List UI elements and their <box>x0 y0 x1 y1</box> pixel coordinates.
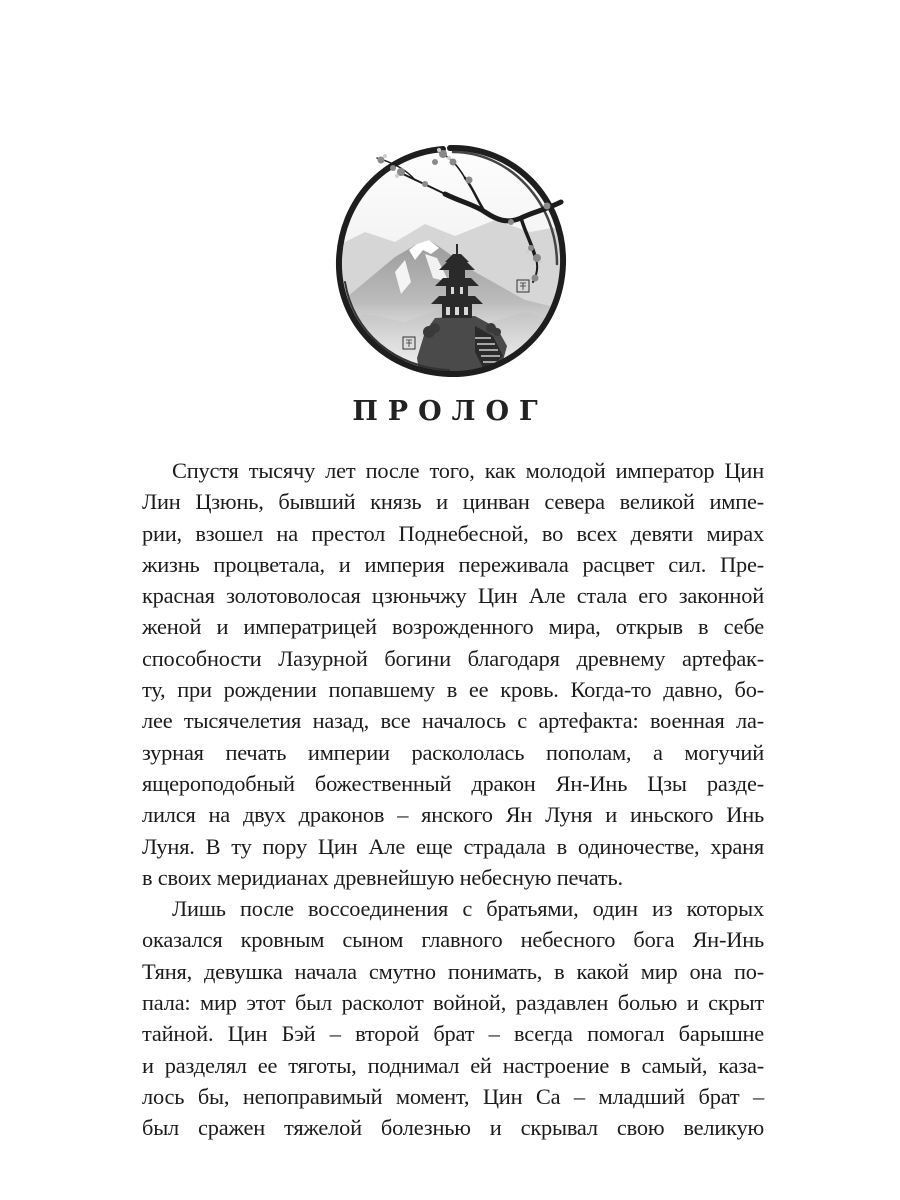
text-line: оказался кровным сыном главного небесного бога Ян-Инь <box>142 927 764 953</box>
text-line: красная золотоволосая цзюньчжу Цин Але стала его законной <box>142 583 764 609</box>
text-line: женой и императрицей возрожденного мира, открыв в себе <box>142 614 764 640</box>
text-line: Лишь после воссоединения с братьями, один из которых <box>172 896 764 922</box>
text-line: ящероподобный божественный дракон Ян-Инь Цзы разде- <box>142 770 764 796</box>
text-line: и разделял ее тяготы, поднимал ей настроение в самый, каза- <box>142 1052 764 1078</box>
text-line: лился на двух драконов – янского Ян Луня и иньского Инь <box>142 802 764 828</box>
prologue-text <box>142 455 764 1144</box>
text-line: лось бы, непоправимый момент, Цин Са – младший брат – <box>142 1083 764 1109</box>
text-line: рии, взошел на престол Поднебесной, во всех девяти мирах <box>142 520 764 546</box>
pagoda-mountain-sakura-ink-icon <box>325 132 575 384</box>
text-line: способности Лазурной богини благодаря древнему артефак- <box>142 645 764 671</box>
text-line: Луня. В ту пору Цин Але еще страдала в одиночестве, храня <box>142 833 764 859</box>
text-line: Лин Цзюнь, бывший князь и цинван севера великой импе- <box>142 489 764 515</box>
text-line: Тяня, девушка начала смутно понимать, в какой мир она по- <box>142 958 764 984</box>
text-line: пала: мир этот был расколот войной, раздавлен болью и скрыт <box>142 990 764 1016</box>
text-line: был сражен тяжелой болезнью и скрывал свою великую <box>142 1115 764 1141</box>
text-line: ту, при рождении попавшему в ее кровь. Когда-то давно, бо- <box>142 677 764 703</box>
text-line: тайной. Цин Бэй – второй брат – всегда помогал барышне <box>142 1021 764 1047</box>
text-line: лее тысячелетия назад, все началось с артефакта: военная ла- <box>142 708 764 734</box>
text-line: жизнь процветала, и империя переживала расцвет сил. Пре- <box>142 551 764 577</box>
text-line: Спустя тысячу лет после того, как молодой император Цин <box>172 458 764 483</box>
chapter-title: ПРОЛОГ <box>352 396 548 427</box>
text-line: зурная печать империи раскололась пополам, а могучий <box>142 739 764 765</box>
text-line: в своих меридианах древнейшую небесную печать. <box>142 864 623 890</box>
